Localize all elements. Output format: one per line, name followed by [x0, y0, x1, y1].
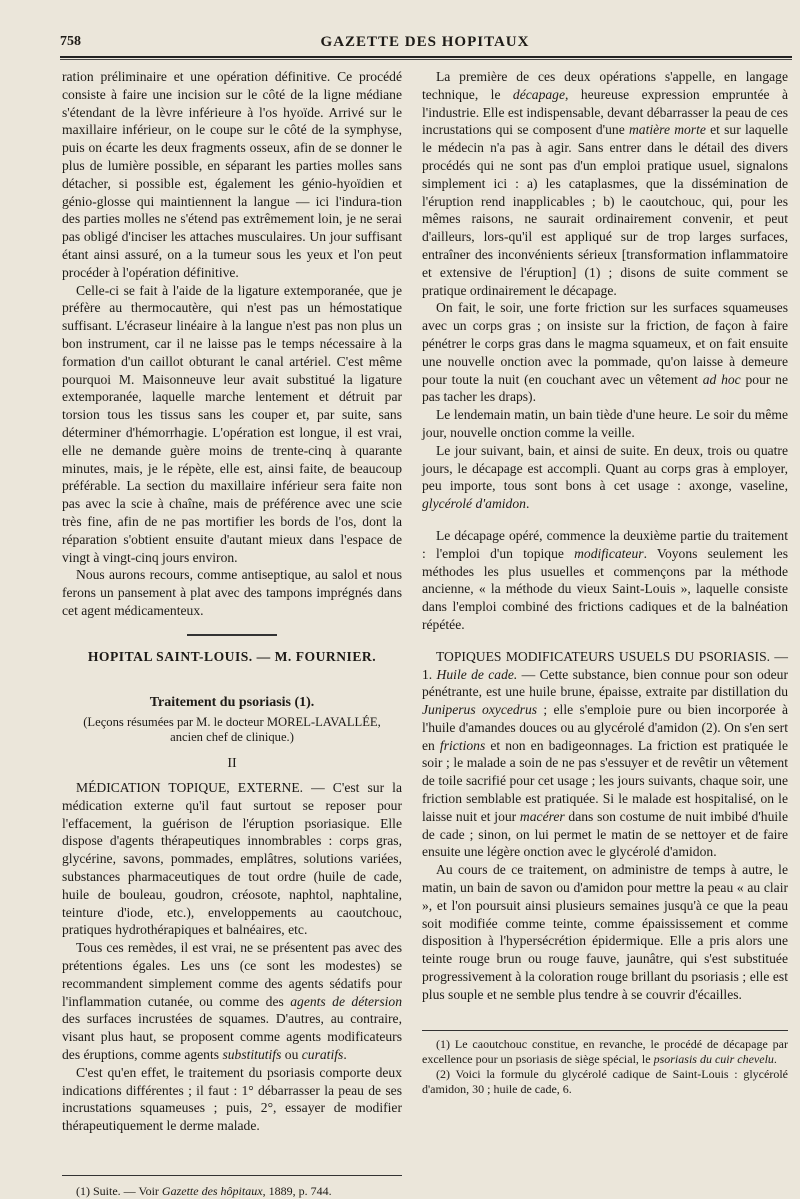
text: . [525, 496, 530, 512]
byline-line: (Leçons résumées par M. le docteur MOREL-LAVALLÉE, [83, 715, 381, 730]
section-divider [187, 634, 277, 636]
footnote-rule [422, 1030, 788, 1031]
emphasis: matière morte [628, 122, 706, 138]
text: ou [281, 1047, 302, 1063]
text: On fait, le soir, une forte friction sur les surfaces squameuses avec un corps gras ; on insiste sur la friction, de façon à faire pénétrer le corps gras dans le magma squameux, et on fait ensuite une nouvelle onction avec la pommade, qu'on laisse à demeure pour toute la nuit (en couchant avec un vêtement [422, 300, 788, 387]
section-number: II [227, 756, 237, 772]
emphasis: Huile de cade. [436, 666, 518, 682]
text: La première de ces deux opérations s'appelle, en langage technique, le [422, 69, 788, 102]
emphasis: substitutifs [222, 1047, 282, 1063]
paragraph [422, 442, 788, 513]
text: (1) Suite. — Voir [76, 1184, 162, 1199]
footnote-rule [62, 1175, 402, 1176]
emphasis: modificateur [574, 545, 644, 561]
article-title: Traitement du psoriasis (1). [149, 694, 315, 710]
running-title: GAZETTE DES HOPITAUX [320, 34, 530, 50]
text: dans son costume de nuit imbibé d'huile de cade ; sinon, on lui permet le matin de se nettoyer et de faire ensuite une légère onction avec le glycérolé d'amidon. [422, 808, 788, 860]
text: . [773, 1051, 777, 1066]
text: — Cette substance, bien connue pour son odeur pénétrante, est une huile brune, épaisse, extraite par distillation du [422, 666, 789, 700]
text: pour ne pas tacher les draps). [422, 371, 789, 405]
header-rule [60, 56, 792, 58]
text: Le jour suivant, bain, et ainsi de suite. En deux, trois ou quatre jours, le décapage est accompli. Quant au corps gras à employer, peu importe, tous sont bons à cet usage : axonge, vaseline, [422, 442, 788, 494]
text: des surfaces incrustées de squames. D'autres, au contraire, visant plus haut, se proposent comme agents modificateurs des éruptions, comme agents [62, 1011, 402, 1063]
left-column [62, 68, 402, 1199]
paragraph: Le lendemain matin, un bain tiède d'une heure. Le soir du même jour, nouvelle onction comme la veille. [422, 407, 788, 440]
paragraph [422, 68, 788, 299]
text: et sur laquelle le médecin n'a pas à agir. Sans entrer dans le détail des divers procédés qui ne sont pas d'un emploi pratique usuel, signalons simplement ici : a) les cataplasmes, que la dissémination de l'éruption rend inapplicables ; b) le caoutchouc, qui, pour les mêmes raisons, ne saurait ordinairement convenir, et peut d'ailleurs, lors-qu'il est appliqué sur de trop larges surfaces, entraîner des inconvénients sérieux [transformation inflammatoire et extensive de l'éruption] (1) ; disons de suite comment se pratique ordinairement le décapage. [422, 122, 788, 298]
paragraph: ration préliminaire et une opération définitive. Ce procédé consiste à faire une incision sur le côté de la ligne médiane s'étendant de la lèvre inférieure à l'os hyoïde. Arrivé sur le maxillaire inférieur, on le coupe sur le côté de la symphyse, puis on écarte les deux fragments osseux, afin de se donner le plus de lumière possible, en séparant les parties molles sans détacher, si possible est, également les génio-hyoïdien et génio-glosse qui maintiennent la langue — ici l'indura-tion des parties molles ne s'étend pas extrêmement loin, je ne serai pas obligé d'inciser les attaches musculaires. Un jour suffisant étant ainsi assuré, on a la tumeur sous les yeux et l'on peut procéder à l'opération définitive. [62, 69, 402, 280]
emphasis: frictions [439, 737, 486, 753]
emphasis: Juniperus oxycedrus [422, 702, 538, 718]
emphasis: psoriasis du cuir chevelu [653, 1051, 774, 1066]
paragraph [422, 299, 788, 406]
text: . Voyons seulement les méthodes les plus usuelles et commençons par la méthode ancienne, « la méthode du vieux Saint-Louis », laquelle consiste dans l'emploi combiné des frictions cadiques et de la balnéation répétée. [422, 545, 788, 632]
paragraph: C'est qu'en effet, le traitement du psoriasis comporte deux indications différentes ; il faut : 1° débarrasser la peau de ses incrustations squameuses ; puis, 2°, essayer de modifier thérapeutiquement le derme malade. [62, 1064, 402, 1134]
paragraph [422, 648, 788, 862]
footnote [62, 1184, 402, 1199]
footnote: (2) Voici la formule du glycérolé cadique de Saint-Louis : glycérolé d'amidon, 30 ; huile de cade, 6. [422, 1066, 788, 1096]
text: , 1889, p. 744. [262, 1184, 332, 1199]
text: — C'est sur la médication externe qu'il faut surtout se reposer pour l'effacement, la guérison de l'éruption psoriasique. Elle dispose d'agents thérapeutiques innombrables : corps gras, glycérine, savons, pommades, emplâtres, solutions variées, substances pharmaceutiques de tout ordre (huile de cade, huile de bouleau, goudron, créosote, naphtol, naphtaline, teinture d'iode, etc.), enveloppements au caoutchouc, pratiques hydrothérapiques et balnéaires, etc. [62, 780, 402, 938]
text: Le décapage opéré, commence la deuxième partie du traitement : l'emploi d'un topique [422, 527, 788, 561]
emphasis: ad hoc [702, 371, 741, 387]
section-lead: TOPIQUES MODIFICATEURS USUELS DU PSORIASIS. [436, 648, 771, 664]
paragraph: Nous aurons recours, comme antiseptique, au salol et nous ferons un pansement à plat avec des tampons imprégnés dans cet agent médicamenteux. [62, 567, 402, 618]
footnote [422, 1037, 788, 1067]
paragraph [62, 939, 402, 1064]
page-number: 758 [60, 34, 81, 49]
text: — 1. [422, 648, 788, 682]
emphasis: agents de détersion [290, 993, 402, 1009]
text: et non en badigeonnages. La friction est pratiquée le soir ; le malade a soin de ne pas s'essuyer et de revêtir un vêtement de toile sacrifié pour cet usage ; les jours suivants, chaque soir, une friction semblable est pratiquée. Si le malade est hospitalisé, on le laisse nuit et jour [422, 737, 788, 824]
hospital-heading: HOPITAL SAINT-LOUIS. — M. FOURNIER. [87, 648, 377, 664]
text: . [343, 1047, 347, 1063]
right-column [422, 68, 788, 1097]
emphasis: macérer [519, 808, 565, 824]
emphasis: décapage [512, 86, 566, 102]
article-byline [62, 715, 402, 745]
byline-line: ancien chef de clinique.) [170, 730, 294, 745]
paragraph [62, 779, 402, 939]
emphasis: Gazette des hôpitaux [161, 1184, 263, 1199]
paragraph [422, 527, 788, 634]
page-header [60, 34, 790, 54]
text: (1) Le caoutchouc constitue, en revanche, le procédé de décapage par excellence pour un psoriasis de siège spécial, le [422, 1036, 788, 1066]
text: ; elle s'emploie pure ou bien incorporée à l'huile d'amandes douces ou au glycérolé d'amidon (2). On s'en sert en [422, 702, 788, 753]
section-lead: MÉDICATION TOPIQUE, EXTERNE. [76, 780, 304, 796]
emphasis: glycérolé d'amidon [422, 496, 526, 512]
emphasis: curatifs [301, 1047, 344, 1063]
paragraph: Au cours de ce traitement, on administre de temps à autre, le matin, un bain de savon ou d'amidon pour mettre la peau « au clair », et l'on poursuit ainsi plusieurs semaines jusqu'à ce que la peau soit modifiée comme teinte, comme épaississement et comme disposition à l'hypersécrétion épidermique. Elle a pris alors une teinte rouge brun ou rouge fauve, jaunâtre, qui s'est substituée progressivement à la coloration rouge brillant du psoriasis ; elle est plus souple et ne semble plus tendre à se couvrir d'écailles. [422, 862, 788, 1002]
paragraph: Celle-ci se fait à l'aide de la ligature extemporanée, que je préfère au thermocautère, qui n'est pas un hémostatique suffisant. L'écraseur linéaire à la langue n'est pas non plus un bon instrument, car il ne laisse pas le temps nécessaire à la formation d'un caillot obturant le canal artériel. C'est même pourquoi M. Maisonneuve leur avait substitué la ligature extemporanée, laquelle marche lentement et détruit par torsion tous les tissus sans les couper et, par suite, sans déterminer d'hémorrhagie. L'opération est longue, il est vrai, elle ne demande guère moins de trente-cinq à quarante minutes, mais, je le répète, elle est, ainsi faite, de beaucoup préférable. La section du maxillaire inférieur sera faite non pas avec la scie à chaîne, mais de préférence avec une scie très fine, afin de ne pas mortifier les bords de l'os, dont la réparation s'obtient ensuite d'autant mieux dans l'espace de vingt à vingt-cinq jours environ. [62, 282, 402, 565]
text: , heureuse expression empruntée à l'industrie. Elle est indispensable, devant débarrasser la peau de ces incrustations qui se composent d'une [422, 86, 788, 138]
header-rule-thin [60, 59, 792, 60]
text: Tous ces remèdes, il est vrai, ne se présentent pas avec des prétentions égales. Les uns (ce sont les modestes) se recommandent simplement comme des agents sédatifs pour l'inflammation cutanée, ou comme des [62, 940, 402, 1009]
